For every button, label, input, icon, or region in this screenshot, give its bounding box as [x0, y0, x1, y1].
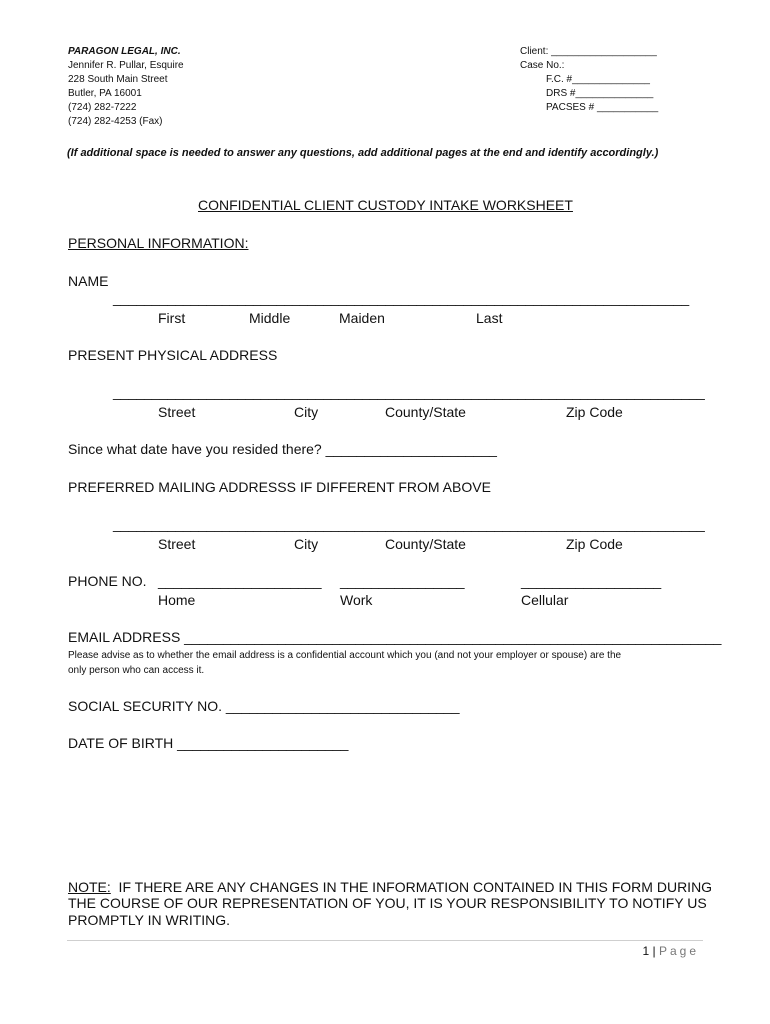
page-separator: | [649, 944, 659, 958]
instruction-text: (If additional space is needed to answer any questions, add additional pages at the end and identify accordingly.) [67, 147, 659, 159]
name-input-line[interactable]: __________________________________________________________________________ [113, 290, 690, 306]
drs-field[interactable]: DRS #______________ [546, 88, 654, 99]
page-footer [642, 944, 699, 958]
resided-since-field[interactable]: Since what date have you resided there? ______________________ [68, 441, 497, 457]
email-field[interactable]: EMAIL ADDRESS _____________________________________________________________________ [68, 629, 722, 645]
firm-attorney: Jennifer R. Pullar, Esquire [68, 60, 184, 71]
case-no-field[interactable]: Case No.: [520, 60, 565, 71]
firm-fax: (724) 282-4253 (Fax) [68, 116, 163, 127]
form-title: CONFIDENTIAL CLIENT CUSTODY INTAKE WORKSHEET [198, 197, 573, 213]
cell-phone-line[interactable]: __________________ [521, 573, 662, 589]
mailing-input-line[interactable]: ____________________________________________________________________________ [113, 516, 705, 532]
page-number: 1 [642, 944, 650, 958]
firm-phone: (724) 282-7222 [68, 102, 137, 113]
footer-divider [67, 940, 703, 941]
cellular-caption: Cellular [521, 592, 569, 608]
last-caption: Last [476, 310, 503, 326]
firm-street: 228 South Main Street [68, 74, 168, 85]
home-caption: Home [158, 592, 196, 608]
work-phone-line[interactable]: ________________ [340, 573, 465, 589]
zip-caption: Zip Code [566, 404, 623, 420]
county-state-caption: County/State [385, 404, 466, 420]
mailing-street-caption: Street [158, 536, 196, 552]
note-text-1: IF THERE ARE ANY CHANGES IN THE INFORMATION CONTAINED IN THIS FORM DURING [110, 879, 713, 895]
home-phone-line[interactable]: _____________________ [158, 573, 322, 589]
dob-field[interactable]: DATE OF BIRTH ______________________ [68, 735, 349, 751]
fc-field[interactable]: F.C. #______________ [546, 74, 650, 85]
firm-name: PARAGON LEGAL, INC. [68, 46, 181, 57]
pacses-field[interactable]: PACSES # ___________ [546, 102, 659, 113]
ssn-field[interactable]: SOCIAL SECURITY NO. ______________________________ [68, 698, 460, 714]
mailing-county-state-caption: County/State [385, 536, 466, 552]
maiden-caption: Maiden [339, 310, 385, 326]
city-caption: City [294, 404, 319, 420]
note-line-2: THE COURSE OF OUR REPRESENTATION OF YOU, IT IS YOUR RESPONSIBILITY TO NOTIFY US [68, 895, 707, 911]
address-label: PRESENT PHYSICAL ADDRESS [68, 347, 278, 363]
email-note-line1: Please advise as to whether the email address is a confidential account which you (and not your employer or spouse) are the [68, 650, 622, 661]
street-caption: Street [158, 404, 196, 420]
note-line-1 [68, 879, 712, 896]
page-word: Page [658, 944, 699, 958]
work-caption: Work [340, 592, 373, 608]
name-label: NAME [68, 273, 109, 289]
mailing-city-caption: City [294, 536, 319, 552]
phone-label: PHONE NO. [68, 573, 147, 589]
first-caption: First [158, 310, 186, 326]
section-heading: PERSONAL INFORMATION: [68, 235, 249, 251]
middle-caption: Middle [249, 310, 291, 326]
note-line-3: PROMPTLY IN WRITING. [68, 912, 231, 928]
mailing-zip-caption: Zip Code [566, 536, 623, 552]
note-label: NOTE: [68, 879, 111, 895]
email-note-line2: only person who can access it. [68, 665, 205, 676]
client-field[interactable]: Client: ___________________ [520, 46, 657, 57]
mailing-label: PREFERRED MAILING ADDRESSS IF DIFFERENT FROM ABOVE [68, 479, 491, 495]
firm-city: Butler, PA 16001 [68, 88, 142, 99]
address-input-line[interactable]: ____________________________________________________________________________ [113, 384, 705, 400]
